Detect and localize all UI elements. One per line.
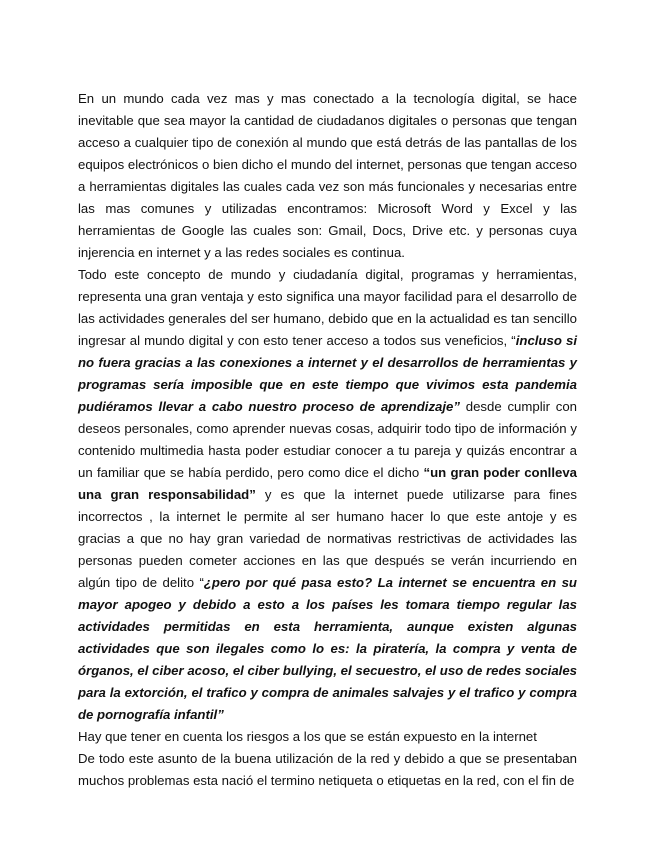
paragraph-2-quote-bold: “un gran poder conlleva una gran responsabilidad”: [78, 465, 577, 502]
paragraph-2-text-c: y es que la internet puede utilizarse para fines incorrectos , la internet le permite al ser humano hacer lo que este antoje y es gracias a que no hay gran variedad de normativas restrictivas de actividades las personas pueden cometer acciones en las que después se verán incurriendo en algún tipo de delito “: [78, 487, 577, 590]
paragraph-1: En un mundo cada vez mas y mas conectado a la tecnología digital, se hace inevitable que sea mayor la cantidad de ciudadanos digitales o personas que tengan acceso a cualquier tipo de conexión al mundo que está detrás de las pantallas de los equipos electrónicos o bien dicho el mundo del internet, personas que tengan acceso a herramientas digitales las cuales cada vez son más funcionales y necesarias entre las mas comunes y utilizadas encontramos: Microsoft Word y Excel y las herramientas de Google las cuales son: Gmail, Docs, Drive etc. y personas cuya injerencia en internet y a las redes sociales es continua.: [78, 91, 577, 260]
paragraph-3: Hay que tener en cuenta los riesgos a los que se están expuesto en la internet: [78, 729, 537, 744]
paragraph-2-text-a: Todo este concepto de mundo y ciudadanía digital, programas y herramientas, representa una gran ventaja y esto significa una mayor facilidad para el desarrollo de las actividades generales del ser humano, debido que en la actualidad es tan sencillo ingresar al mundo digital y con esto tener acceso a todos sus veneficios, “: [78, 267, 577, 348]
paragraph-4: De todo este asunto de la buena utilización de la red y debido a que se presentaban muchos problemas esta nació el termino netiqueta o etiquetas en la red, con el fin de: [78, 751, 577, 788]
paragraph-2-text-b: desde cumplir con deseos personales, como aprender nuevas cosas, adquirir todo tipo de información y contenido multimedia hasta poder estudiar conocer a tu pareja y quizás encontrar a un familiar que se había perdido, pero como dice el dicho: [78, 399, 577, 480]
paragraph-2-quote-bold-italic-2: ¿pero por qué pasa esto? La internet se encuentra en su mayor apogeo y debido a esto a los países les tomara tiempo regular las actividades permitidas en esta herramienta, aunque existen algunas actividades que son ilegales como lo es: la piratería, la compra y venta de órganos, el ciber acoso, el ciber bullying, el secuestro, el uso de redes sociales para la extorción, el trafico y compra de animales salvajes y el trafico y compra de pornografía infantil”: [78, 575, 577, 722]
paragraph-2-quote-bold-italic-1: incluso si no fuera gracias a las conexiones a internet y el desarrollos de herramientas y programas sería imposible que en este tiempo que vivimos esta pandemia pudiéramos llevar a cabo nuestro proceso de aprendizaje”: [78, 333, 578, 414]
paragraph-2: [78, 264, 577, 726]
document-page: [78, 88, 577, 792]
